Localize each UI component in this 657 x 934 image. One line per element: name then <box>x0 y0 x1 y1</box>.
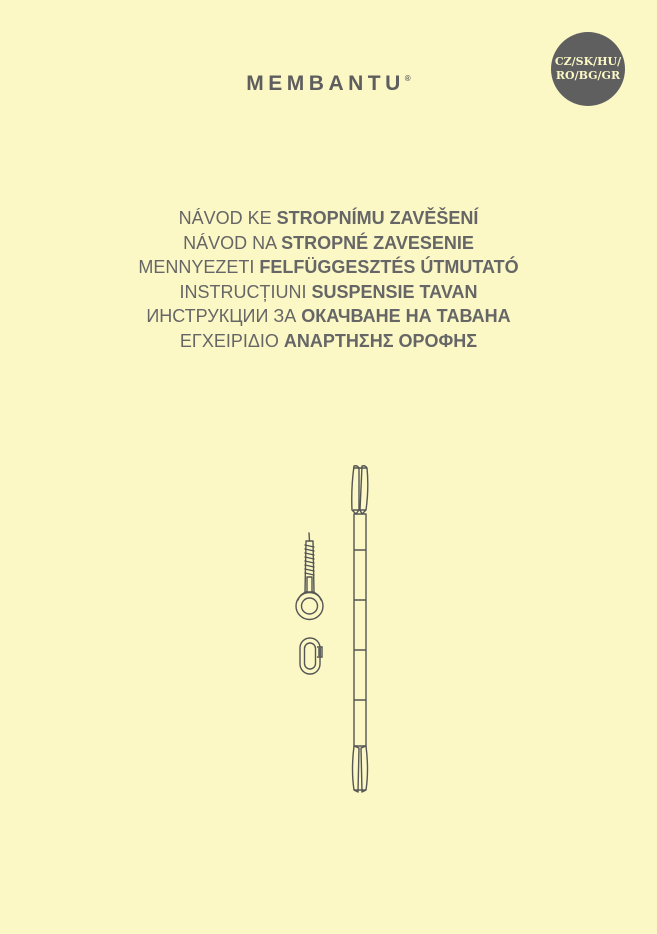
title-bold: SUSPENSIE TAVAN <box>311 281 478 302</box>
language-badge-line2: RO/BG/GR <box>555 69 621 82</box>
title-bold: STROPNÍMU ZAVĚŠENÍ <box>276 208 479 228</box>
title-light: ΕΓΧΕΙΡΙΔΙΟ <box>179 330 279 351</box>
title-light: INSTRUCȚIUNI <box>179 281 307 302</box>
title-light: NÁVOD NA <box>183 232 277 253</box>
quick-link-icon <box>300 638 322 674</box>
title-light: ИНСТРУКЦИИ ЗА <box>146 306 297 327</box>
eye-screw-icon <box>296 533 323 620</box>
title-bold: FELFÜGGESZTÉS ÚTMUTATÓ <box>259 257 519 278</box>
title-bold: STROPNÉ ZAVESENIE <box>281 232 474 253</box>
language-badge-line1: CZ/SK/HU/ <box>554 55 622 68</box>
title-light: MENNYEZETI <box>138 257 255 278</box>
title-light: NÁVOD KE <box>178 208 272 228</box>
suspension-strap-icon <box>352 466 368 792</box>
title-bold: ОКАЧВАНЕ НА ТАВАНА <box>301 306 511 327</box>
brand-name: MEMBANTU <box>246 72 405 95</box>
title-bold: ΑΝΑΡΤΗΣΗΣ ΟΡΟΦΗΣ <box>283 330 478 351</box>
registered-mark: ® <box>404 74 411 83</box>
